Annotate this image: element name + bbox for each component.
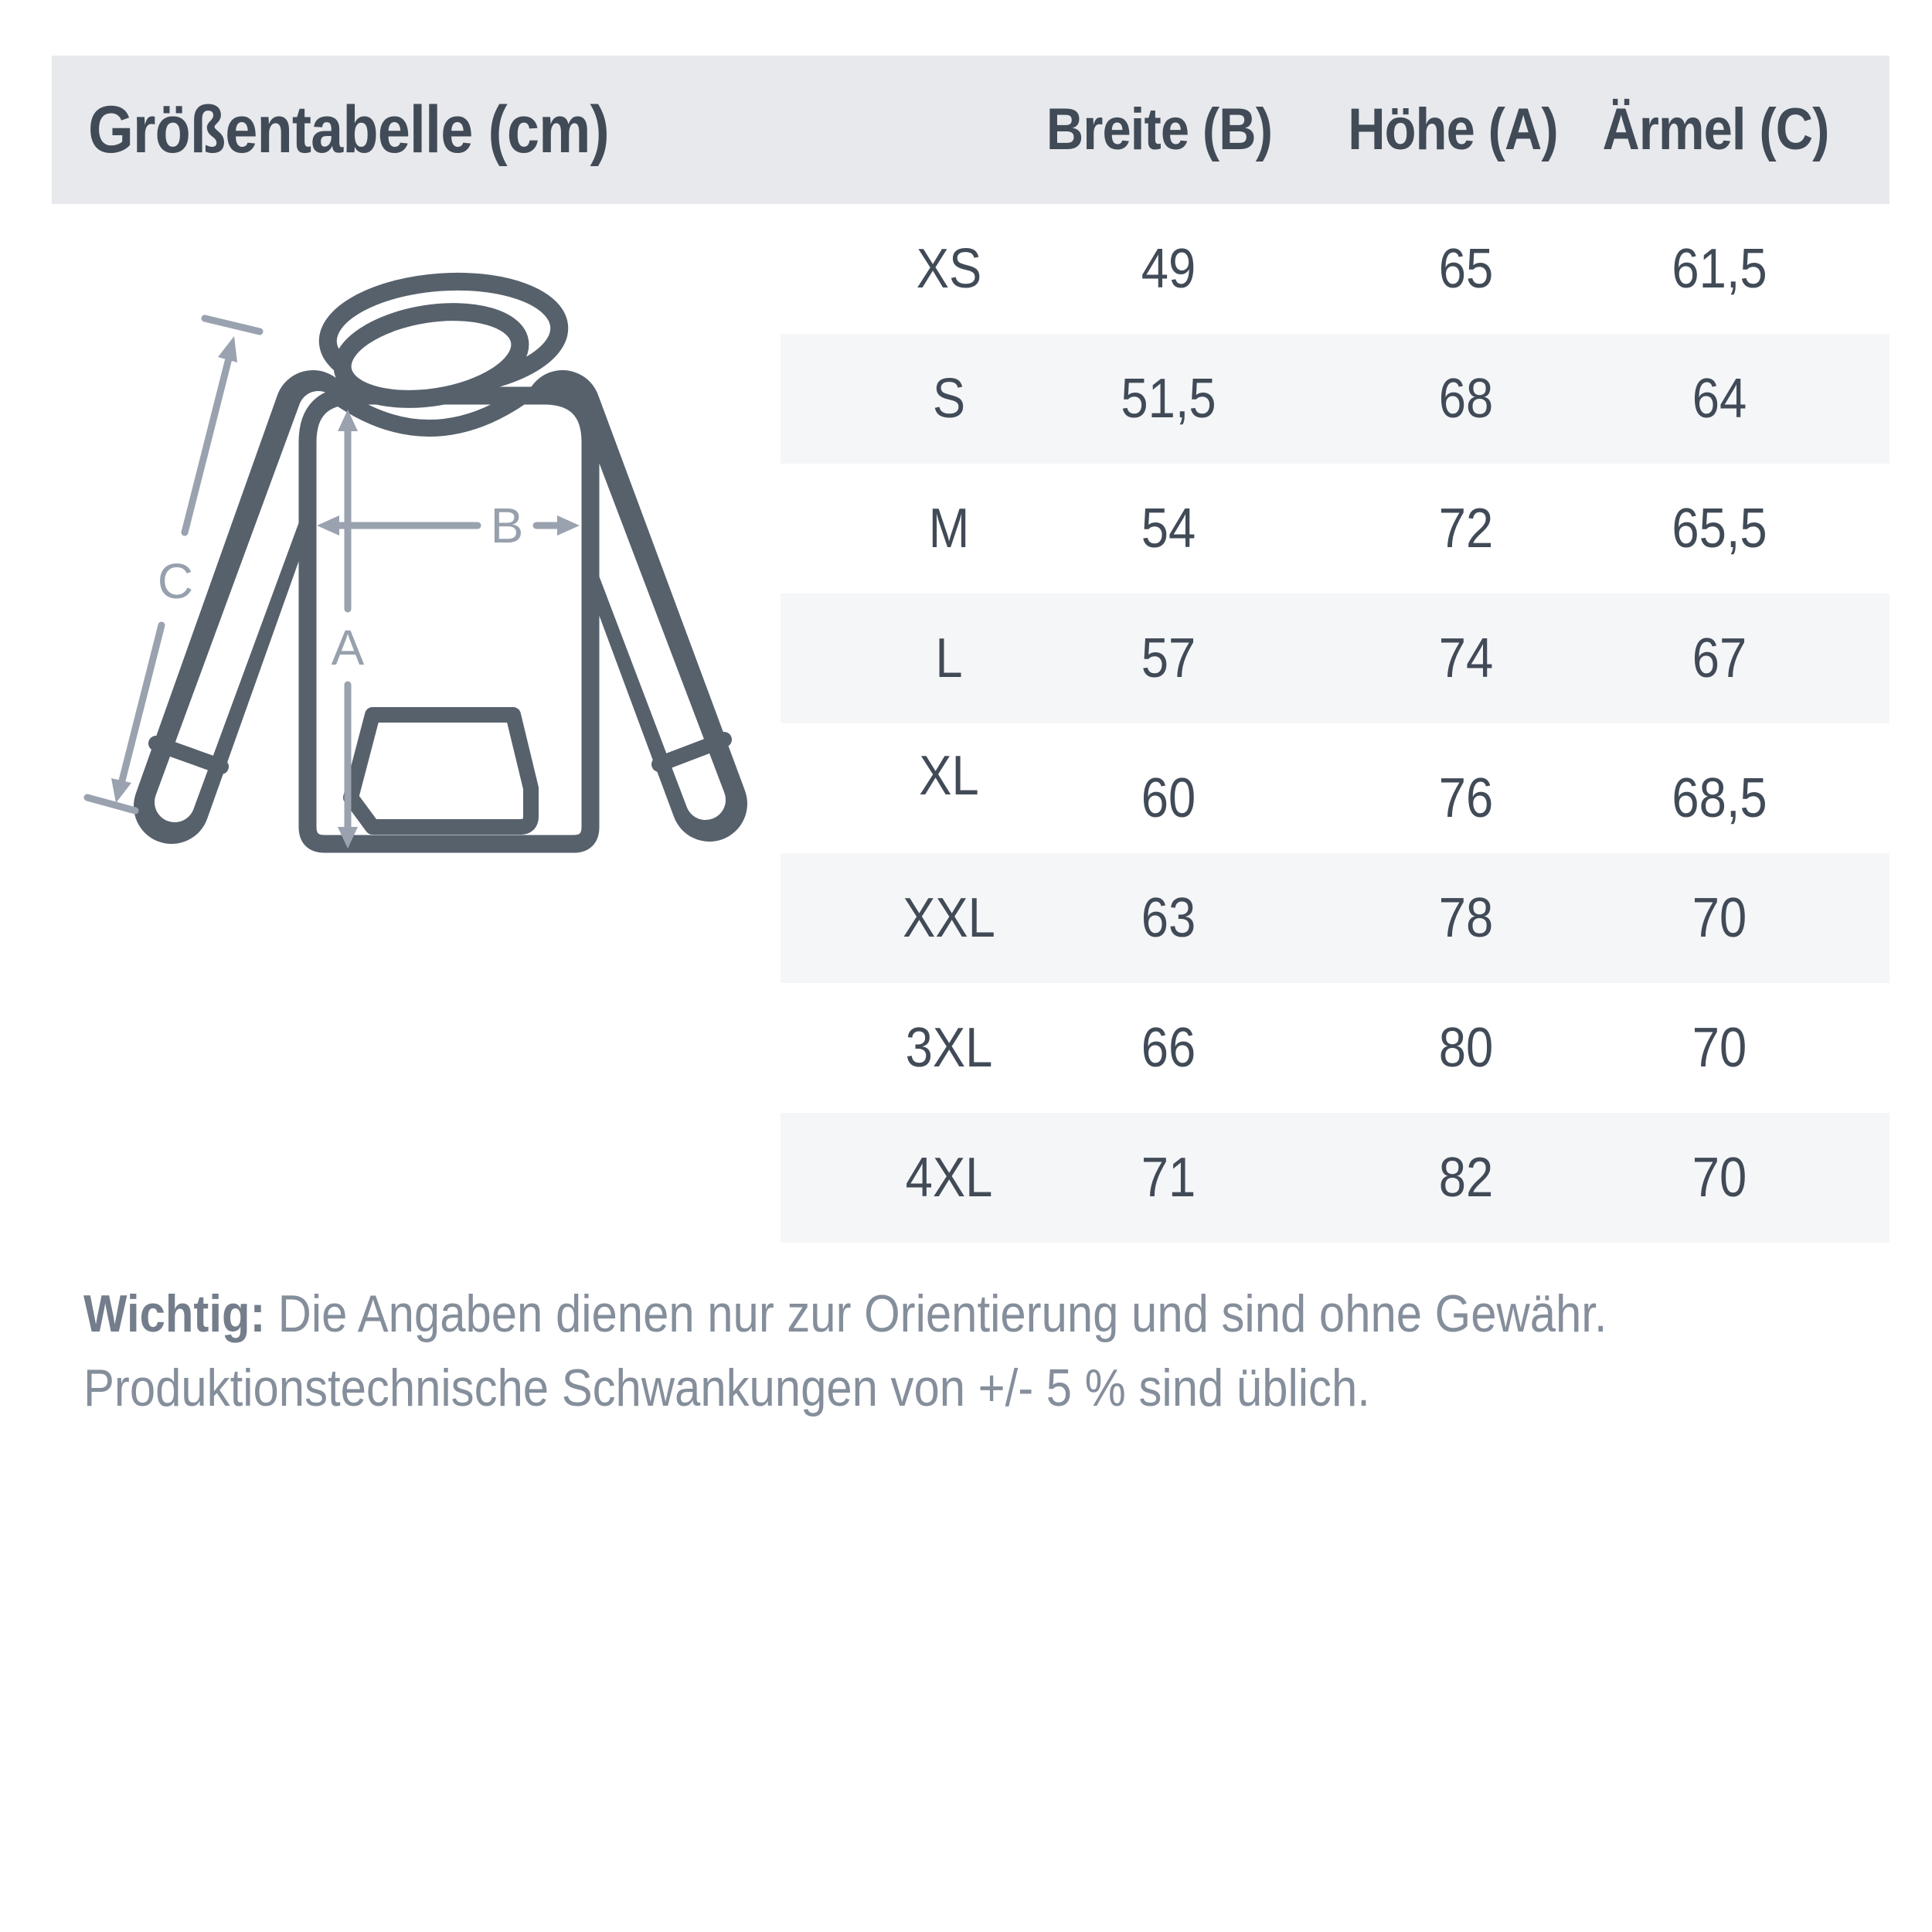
breite-value: 57 [1141,628,1196,689]
breite-value: 60 [1141,767,1196,829]
table-row [781,983,1889,1113]
hoodie-diagram-svg [62,216,796,873]
size-label: XL [919,745,979,807]
breite-value: 49 [1141,238,1196,300]
size-label: M [928,498,970,560]
size-label: XXL [903,887,995,949]
size-label: L [935,628,963,689]
hoodie-measurement-diagram [62,216,796,873]
aermel-value: 67 [1692,628,1747,689]
dimension-line-c [185,359,229,532]
column-header-hoehe: Höhe (A) [1348,97,1558,162]
kangaroo-pocket [351,715,531,827]
breite-value: 63 [1141,887,1196,949]
size-rows [781,204,1889,1243]
label-a: A [331,620,365,675]
header-bar [52,56,1889,204]
hoehe-value: 72 [1438,498,1494,560]
label-c: C [157,553,194,609]
aermel-value: 70 [1692,887,1747,949]
note-line-1 [83,1277,1648,1351]
hoehe-value: 82 [1438,1147,1494,1209]
hoehe-value: 80 [1438,1017,1494,1079]
aermel-value: 70 [1692,1017,1747,1079]
page-title: Größentabelle (cm) [88,93,609,167]
aermel-value: 61,5 [1672,238,1767,300]
table-row [781,723,1889,853]
aermel-value: 64 [1692,368,1747,430]
hoehe-value: 74 [1438,628,1494,689]
disclaimer-note [83,1277,1861,1425]
column-header-aermel: Ärmel (C) [1602,97,1829,162]
aermel-value: 70 [1692,1147,1747,1209]
hoehe-value: 65 [1438,238,1494,300]
hoehe-value: 68 [1438,368,1494,430]
c-bottom-tick [87,798,135,811]
column-header-breite: Breite (B) [1046,97,1273,162]
breite-value: 66 [1141,1017,1196,1079]
hoehe-value: 76 [1438,767,1494,829]
size-label: XS [916,238,982,300]
table-row [781,334,1889,464]
size-label: S [932,368,966,430]
table-row [781,853,1889,983]
note-prefix: Wichtig: [83,1284,266,1343]
size-label: 3XL [905,1017,993,1079]
breite-value: 71 [1141,1147,1196,1209]
table-row [781,464,1889,594]
aermel-value: 68,5 [1672,767,1767,829]
note-line-2: Produktionstechnische Schwankungen von +/- 5 % sind üblich. [83,1359,1370,1417]
table-row [781,1113,1889,1243]
note-line1-text: Die Angaben dienen nur zur Orientierung und sind ohne Gewähr. [277,1284,1607,1343]
c-top-tick [205,318,260,332]
table-row [781,594,1889,723]
breite-value: 54 [1141,498,1196,560]
hoehe-value: 78 [1438,887,1494,949]
aermel-value: 65,5 [1672,498,1767,560]
label-b: B [490,498,524,553]
size-label: 4XL [905,1147,993,1209]
breite-value: 51,5 [1121,368,1216,430]
table-row [781,204,1889,334]
